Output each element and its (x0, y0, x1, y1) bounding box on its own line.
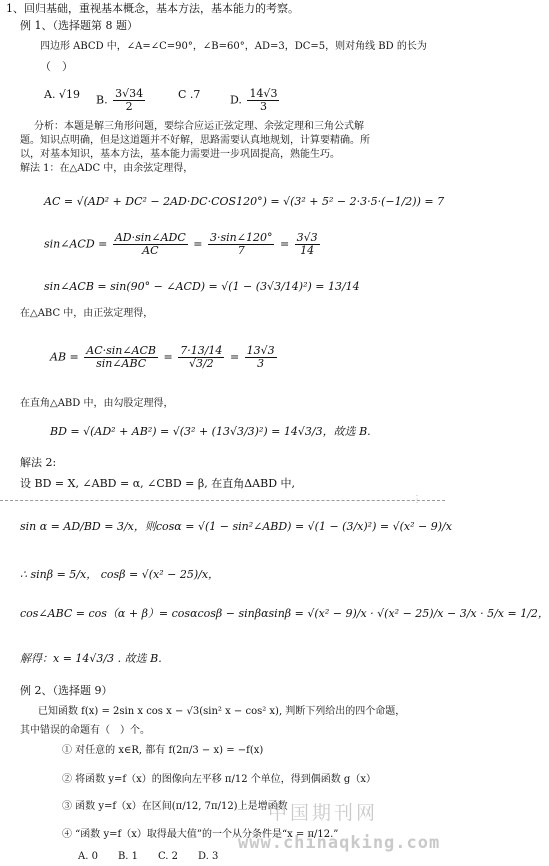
analysis-line-2: 题。知识点明确，但是这道题并不好解，思路需要认真地规划，计算要精确。所 (20, 135, 370, 146)
option-d-letter: D. (230, 93, 242, 107)
eq2-num-2: 3·sin∠120° (209, 231, 273, 244)
eq2-den-1: AC (142, 244, 159, 257)
section-heading: 1、回归基础，重视基本概念，基本方法，基本能力的考察。 (6, 2, 299, 15)
option-a: A. √19 (44, 88, 80, 101)
solution-2-heading: 解法 2: (20, 456, 57, 469)
eq4-eq-1: = (163, 350, 173, 364)
eq4-den-2: √3/2 (188, 357, 214, 370)
proposition-1: ① 对任意的 x∈R, 都有 f(2π/3 − x) = −f(x) (62, 745, 264, 756)
question-1-text: 四边形 ABCD 中，∠A=∠C=90°，∠B=60°，AD=3，DC=5，则对角线 BD 的长为 (40, 41, 427, 52)
example-2-question: 其中错误的命题有（ ）个。 (20, 725, 150, 736)
option-d-denominator: 3 (259, 100, 267, 113)
equation-sin-acd (44, 232, 322, 257)
equation-sin-beta: ∴ sinβ = 5/x， cosβ = √(x² − 25)/x， (20, 568, 220, 581)
eq2-den-2: 7 (237, 244, 245, 257)
answer-options-2: A. 0 B. 1 C. 2 D. 3 (78, 851, 219, 862)
solution-2-setup: 设 BD = X, ∠ABD = α, ∠CBD = β, 在直角ΔABD 中, (20, 477, 296, 490)
example-2-function: 已知函数 f(x) = 2sin x cos x − √3(sin² x − cos² x), 判断下列给出的四个命题， (38, 706, 406, 717)
eq2-num-3: 3√3 (296, 231, 318, 244)
proposition-4: ④ “函数 y=f（x）取得最大值”的一个从分条件是“x = π/12.” (62, 829, 339, 840)
option-d-fraction (247, 88, 279, 113)
option-b-numerator: 3√34 (115, 87, 144, 100)
eq2-eq-2: = (279, 237, 290, 251)
watermark-url: www.chinaqking.com (238, 833, 441, 853)
eq4-num-3: 13√3 (246, 344, 275, 357)
example-1-label: 例 1、（选择题第 8 题） (20, 19, 138, 32)
option-c: C .7 (178, 88, 201, 101)
eq2-frac-1 (113, 232, 188, 257)
eq2-den-3: 14 (300, 244, 315, 257)
sine-rule-line: 在△ABC 中，由正弦定理得， (20, 308, 154, 319)
option-b-denominator: 2 (125, 100, 133, 113)
eq4-den-1: sin∠ABC (96, 357, 147, 370)
analysis-line-1: 分析：本题是解三角形问题，要综合应运正弦定理、余弦定理和三角公式解 (34, 121, 364, 132)
separator-marker: ⋮ (412, 494, 422, 505)
equation-ab (50, 345, 279, 370)
analysis-line-3: 以，对基本知识，基本方法，基本能力需要进一步巩固提高，熟能生巧。 (20, 149, 340, 160)
eq2-lhs: sin∠ACD = (44, 237, 108, 251)
eq4-num-2: 7·13/14 (180, 344, 223, 357)
eq2-frac-3 (295, 232, 320, 257)
equation-sin-acb: sin∠ACB = sin(90° − ∠ACD) = √(1 − (3√3/14)²) = 13/14 (44, 280, 360, 293)
proposition-3: ③ 函数 y=f（x）在区间(π/12, 7π/12)上是增函数 (62, 801, 288, 812)
solution-1-heading: 解法 1：在△ADC 中，由余弦定理得， (20, 163, 194, 174)
equation-ac: AC = √(AD² + DC² − 2AD·DC·COS120°) = √(3² + 5² − 2·3·5·(−1/2)) = 7 (44, 195, 445, 208)
option-b-fraction (113, 88, 145, 113)
eq4-frac-2 (178, 345, 224, 370)
equation-sin-alpha: sin α = AD/BD = 3/x，则cosα = √(1 − sin²∠ABD) = √(1 − (3/x)²) = √(x² − 9)/x (20, 520, 452, 533)
example-2-label: 例 2、（选择题 9） (20, 684, 113, 697)
eq4-frac-1 (84, 345, 158, 370)
eq4-den-3: 3 (257, 357, 265, 370)
equation-cos-abc: cos∠ABC = cos（α + β）= cosαcosβ − sinβαsinβ = √(x² − 9)/x · √(x² − 25)/x − 3/x · 5/x = 1/2， (20, 607, 549, 620)
option-d-numerator: 14√3 (249, 87, 278, 100)
eq2-num-1: AD·sin∠ADC (114, 231, 186, 244)
watermark-text: 中国期刊网 (268, 802, 379, 824)
eq2-frac-2 (208, 232, 274, 257)
equation-solution-x: 解得：x = 14√3/3 . 故选 B. (20, 652, 162, 665)
equation-bd: BD = √(AD² + AB²) = √(3² + (13√3/3)²) = 14√3/3，故选 B. (50, 425, 371, 438)
answer-blank: （ ） (40, 60, 73, 73)
eq4-lhs: AB = (50, 350, 79, 364)
option-b (96, 88, 147, 113)
pythagoras-line: 在直角△ABD 中，由勾股定理得， (20, 398, 174, 409)
eq4-eq-2: = (229, 350, 240, 364)
eq4-frac-3 (245, 345, 277, 370)
page-separator (0, 500, 445, 501)
eq4-num-1: AC·sin∠ACB (86, 344, 157, 357)
proposition-2: ② 将函数 y=f（x）的图像向左平移 π/12 个单位，得到偶函数 g（x） (62, 774, 376, 785)
option-d (230, 88, 281, 113)
eq2-eq-1: = (193, 237, 203, 251)
option-b-letter: B. (96, 93, 108, 107)
